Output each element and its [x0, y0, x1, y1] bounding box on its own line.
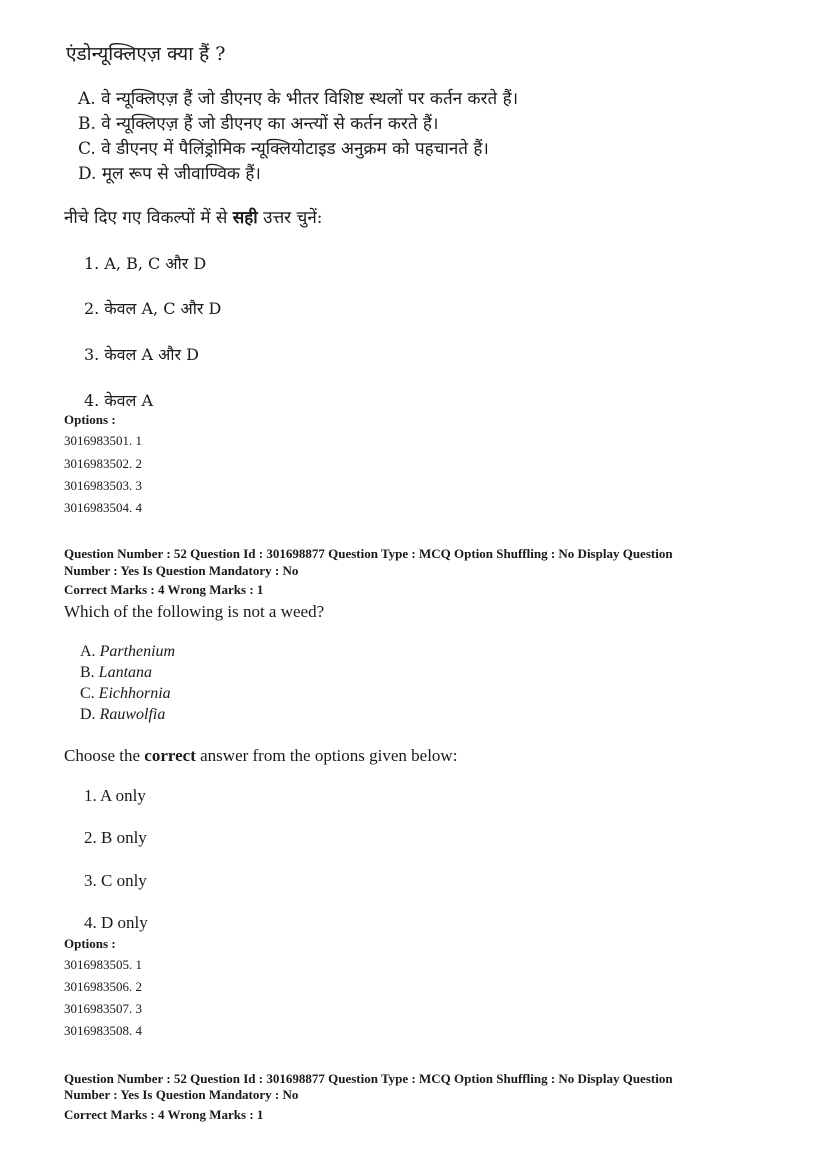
statement-a-hindi: A. वे न्यूक्लिएज़ हैं जो डीएनए के भीतर विशिष्ट स्थलों पर कर्तन करते हैं।: [78, 89, 519, 109]
option-id-5: 3016983505. 1: [64, 957, 142, 972]
instruction-english: Choose the correct answer from the options given below:: [64, 746, 458, 765]
option-id-2: 3016983502. 2: [64, 456, 142, 471]
option-id-4: 3016983504. 4: [64, 500, 142, 515]
question-text-english: Which of the following is not a weed?: [64, 602, 325, 621]
statement-c: C. Eichhornia: [80, 685, 171, 702]
statement-c-hindi: C. वे डीएनए में पैलिंड्रोमिक न्यूक्लियोटाइड अनुक्रम को पहचानते हैं।: [78, 139, 489, 159]
option-id-1: 3016983501. 1: [64, 433, 142, 448]
options-label: Options :: [64, 412, 116, 427]
statement-d-hindi: D. मूल रूप से जीवाण्विक हैं।: [78, 164, 261, 184]
instruction-hindi: नीचे दिए गए विकल्पों में से सही उत्तर चुनें:: [64, 208, 323, 228]
choice-3: 3. C only: [84, 871, 147, 890]
statement-d: D. Rauwolfia: [80, 706, 166, 723]
choice-2-hindi: 2. केवल A, C और D: [84, 299, 222, 318]
statement-b-hindi: B. वे न्यूक्लिएज़ हैं जो डीएनए का अन्त्यों से कर्तन करते हैं।: [78, 114, 439, 134]
option-id-7: 3016983507. 3: [64, 1001, 142, 1016]
options-label-english: Options :: [64, 936, 116, 951]
choice-1-hindi: 1. A, B, C और D: [84, 254, 207, 273]
next-question-meta-line1: Question Number : 52 Question Id : 301698877 Question Type : MCQ Option Shuffling : No Display Question: [64, 1071, 673, 1086]
choice-2: 2. B only: [84, 828, 147, 847]
choice-1: 1. A only: [84, 786, 146, 805]
option-id-3: 3016983503. 3: [64, 478, 142, 493]
statement-a: A. Parthenium: [80, 643, 176, 660]
question-meta-line2: Number : Yes Is Question Mandatory : No: [64, 563, 299, 578]
statement-b: B. Lantana: [80, 664, 153, 681]
question-marks: Correct Marks : 4 Wrong Marks : 1: [64, 582, 264, 597]
choice-3-hindi: 3. केवल A और D: [84, 345, 199, 364]
option-id-8: 3016983508. 4: [64, 1023, 142, 1038]
question-meta-line1: Question Number : 52 Question Id : 301698877 Question Type : MCQ Option Shuffling : No Display Question: [64, 546, 673, 561]
choice-4-hindi: 4. केवल A: [84, 391, 154, 410]
option-id-6: 3016983506. 2: [64, 979, 142, 994]
next-question-marks: Correct Marks : 4 Wrong Marks : 1: [64, 1107, 264, 1122]
choice-4: 4. D only: [84, 913, 148, 932]
instruction-emphasis-english: correct: [144, 746, 196, 765]
next-question-meta-line2: Number : Yes Is Question Mandatory : No: [64, 1087, 299, 1102]
question-text-hindi: एंडोन्यूक्लिएज़ क्या हैं ?: [66, 43, 226, 65]
instruction-emphasis: सही: [232, 208, 258, 228]
